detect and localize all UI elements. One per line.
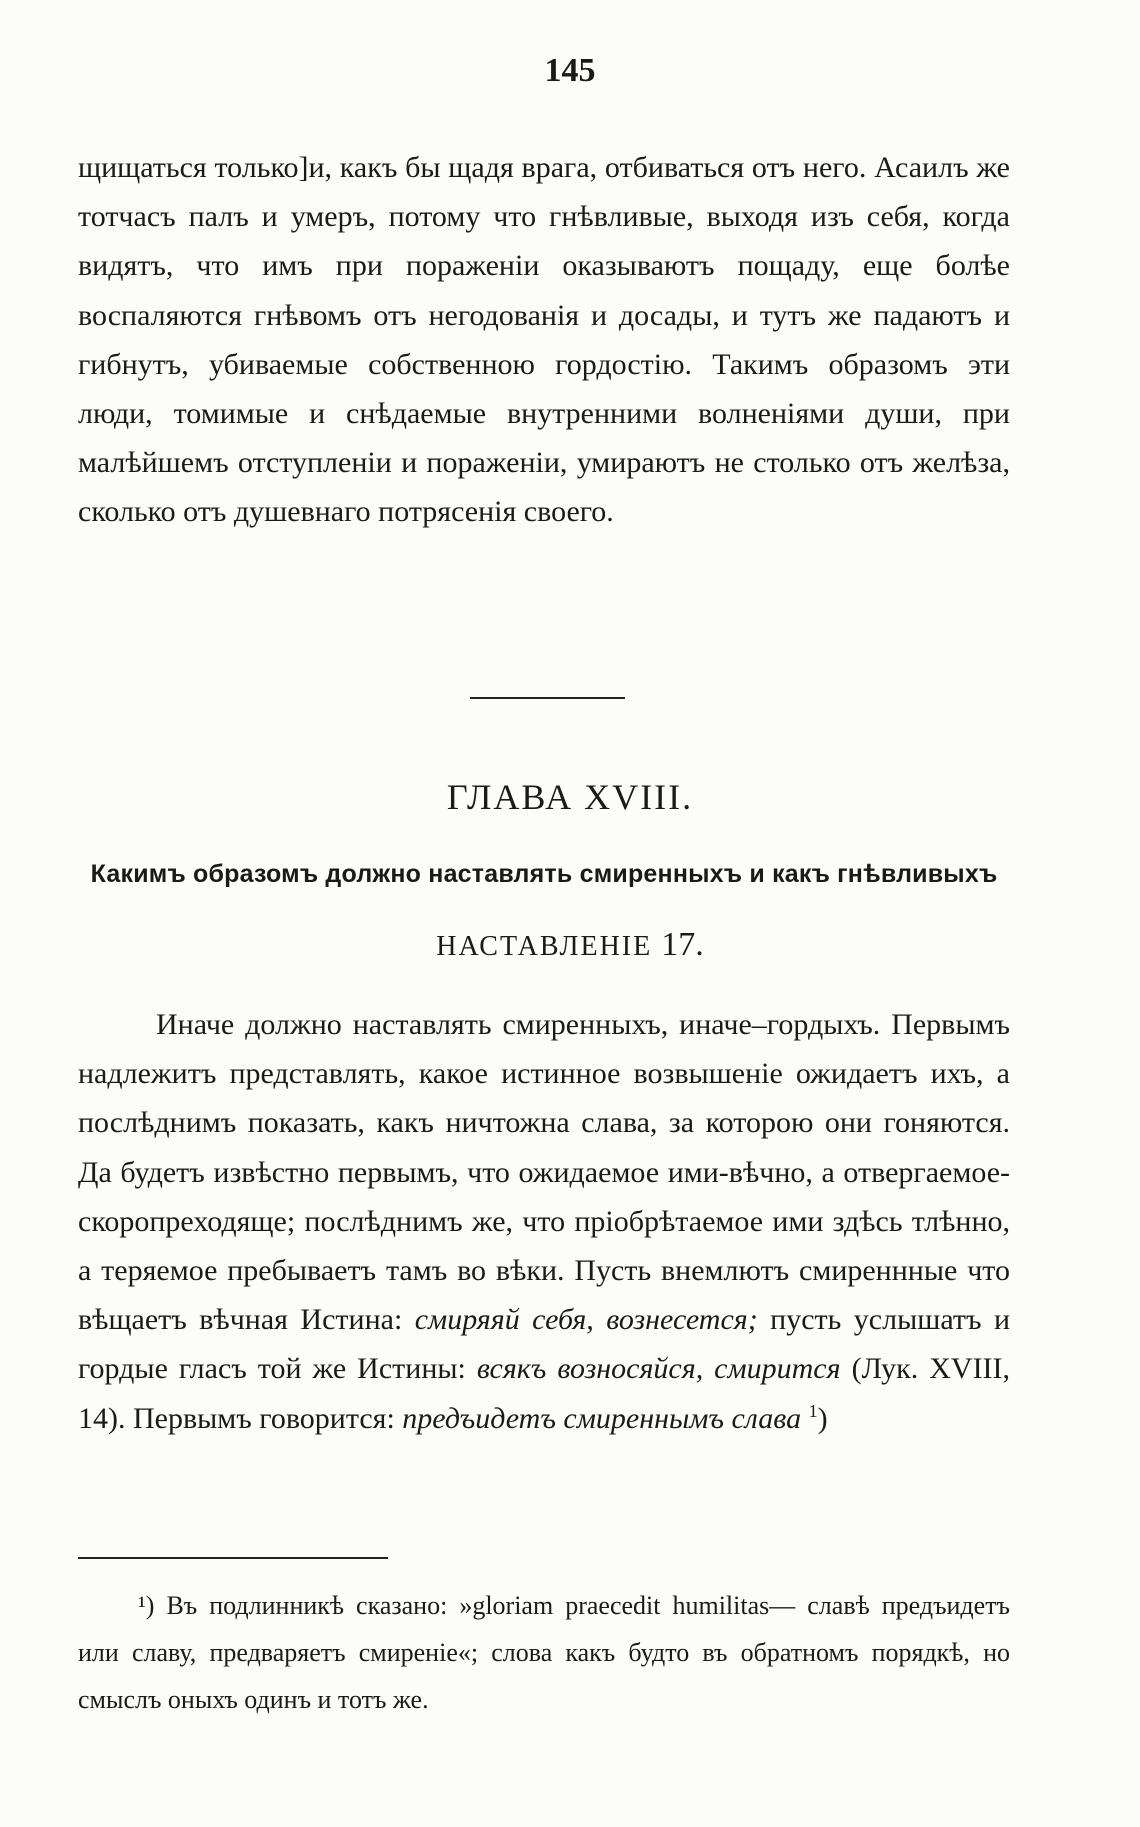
italic-quote: предъидетъ смиреннымъ слава: [402, 1401, 802, 1435]
footnote-text: [78, 1582, 1010, 1723]
instruction-number: 17.: [661, 926, 704, 963]
footnote-reference[interactable]: 1: [808, 1400, 818, 1421]
text-segment: ): [817, 1401, 828, 1435]
footnote-body: Въ подлинникѣ сказано: »gloriam praecedit humilitas— славѣ предъидетъ или славу, предваряетъ смиреніе«; слова какъ будто въ обратномъ порядкѣ, но смыслъ оныхъ одинъ и тотъ же.: [78, 1591, 1010, 1714]
paragraph-continuation: [78, 143, 1010, 537]
italic-quote: всякъ возносяйся, смирится: [476, 1352, 841, 1386]
text-segment: пусть услышатъ и гордые гласъ той же Истины:: [78, 1303, 1010, 1386]
section-divider: [470, 697, 625, 699]
chapter-subtitle-line-2: [0, 926, 1140, 964]
footnote: [78, 1582, 1010, 1723]
chapter-title: ГЛАВА XVIII.: [446, 777, 694, 817]
footnote-mark: ¹): [138, 1591, 155, 1620]
text-segment: Иначе должно наставлять смиренныхъ, иначе–гордыхъ. Первымъ надлежитъ представлять, какое истинное возвышеніе ожидаетъ ихъ, а послѣднимъ показать, какъ ничтожна слава, за которою они гоняются. Да будетъ извѣстно первымъ, что ожидаемое ими-вѣчно, а отвергаемое-скоропреходяще; послѣднимъ же, что пріобрѣтаемое ими здѣсь тлѣнно, а теряемое пребываетъ тамъ во вѣки. Пусть внемлютъ смиреннные что вѣщаетъ вѣчная Истина:: [78, 1008, 1010, 1337]
chapter-subtitle: Какимъ образомъ должно наставлять смиренныхъ и какъ гнѣвливыхъ: [90, 860, 998, 888]
paragraph-text: щищаться только]и, какъ бы щадя врага, отбиваться отъ него. Асаилъ же тотчасъ палъ и умеръ, потому что гнѣвливые, выходя изъ себя, когда видятъ, что имъ при пораженіи оказываютъ пощаду, еще болѣе воспаляются гнѣвомъ отъ негодованія и досады, и тутъ же падаютъ и гибнутъ, убиваемые собственною гордостію. Такимъ образомъ эти люди, томимые и снѣдаемые внутренними волненіями души, при малѣйшемъ отступленіи и пораженіи, умираютъ не столько отъ желѣза, сколько отъ душевнаго потрясенія своего.: [78, 151, 1010, 529]
text-segment: (Лук. XVIII, 14). Первымъ говорится:: [78, 1352, 1011, 1435]
chapter-paragraph: [78, 1000, 1010, 1443]
footnote-divider: [78, 1557, 388, 1559]
paragraph-text: [78, 1000, 1010, 1443]
instruction-word: НАСТАВЛЕНІЕ: [436, 931, 653, 962]
page-number: 145: [544, 52, 596, 89]
italic-quote: смиряяй себя, вознесется;: [414, 1303, 758, 1337]
